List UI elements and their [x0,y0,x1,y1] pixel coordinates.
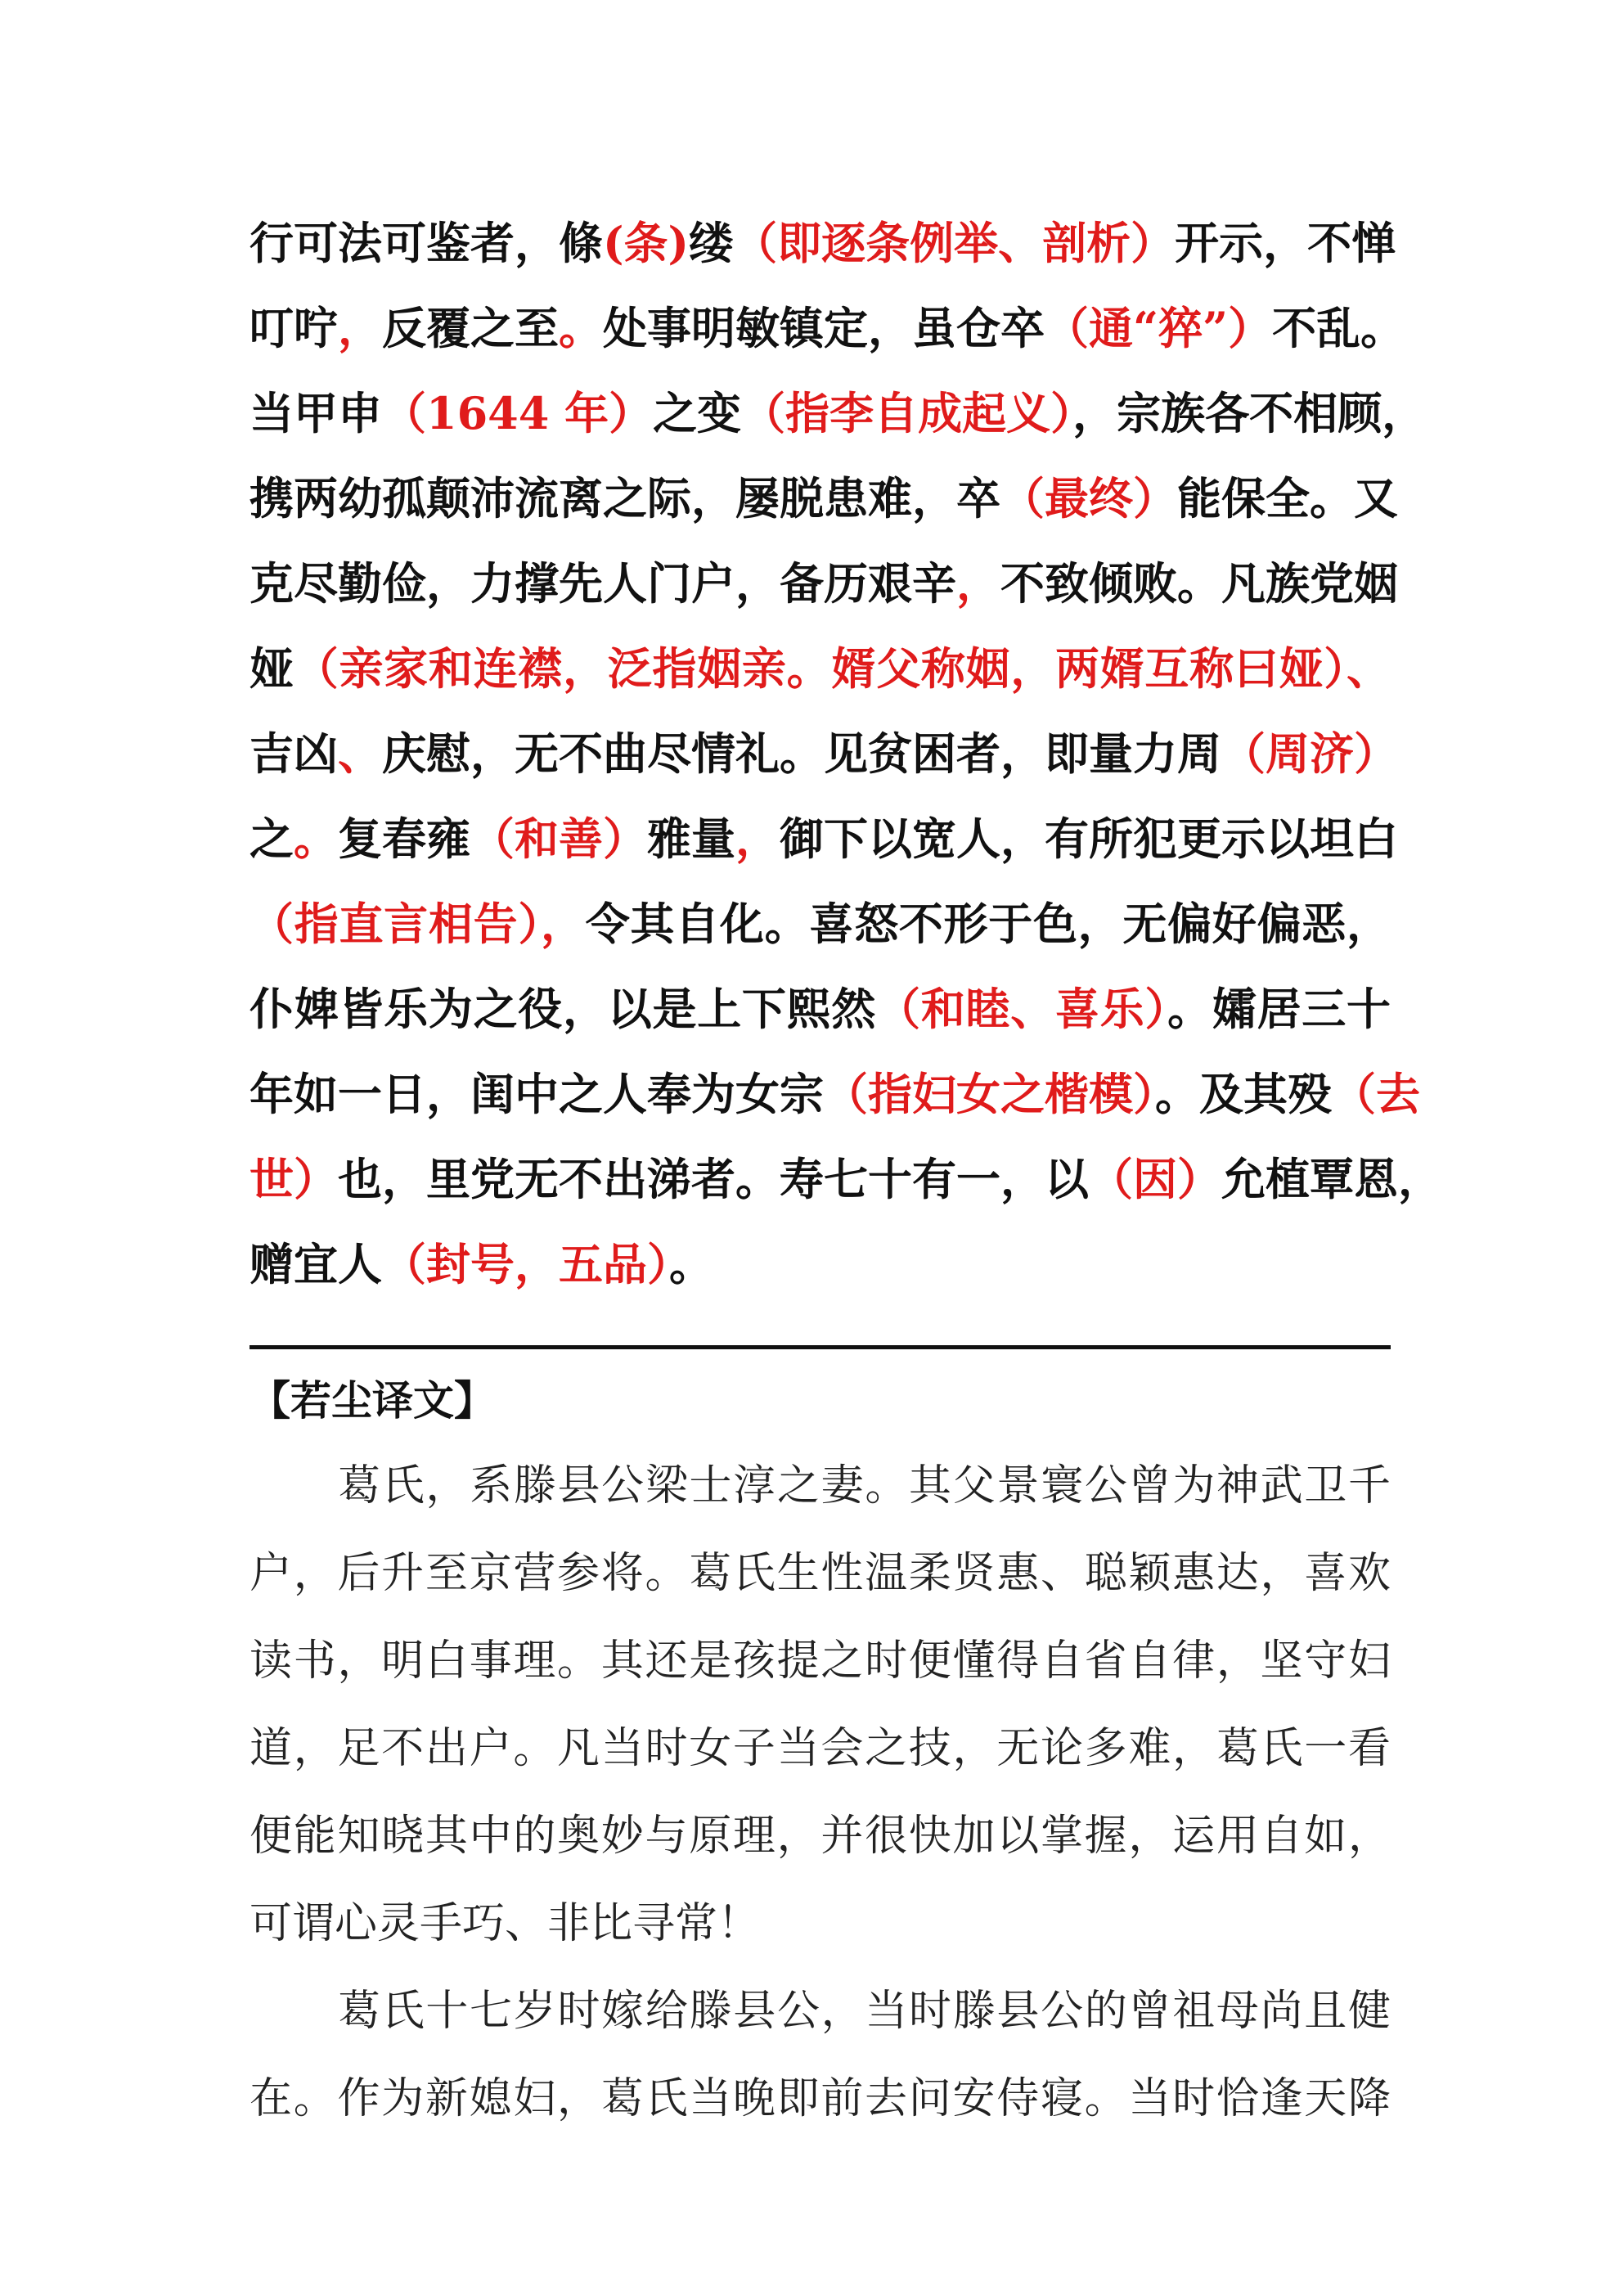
original-text: 之 [250,813,294,865]
original-text: 缕 [689,217,734,269]
annotation-note: （最终） [1000,472,1177,524]
annotation-note: ， [735,813,780,865]
original-text: 。及其殁 [1155,1068,1332,1120]
translation-line: 户，后升至京营参将。葛氏生性温柔贤惠、聪颖惠达，喜欢 [250,1549,1391,1598]
annotation-note: （亲家和连襟，泛指姻亲。婿父称姻，两婿互称曰娅）、 [294,642,1391,695]
annotation-note: 世） [250,1153,338,1205]
original-text: 雅量 [647,813,735,865]
translation-line: 读书，明白事理。其还是孩提之时便懂得自省自律，坚守妇 [250,1636,1391,1686]
annotation-note: 。 [559,302,603,354]
translation-line: 葛氏，系滕县公梁士淳之妻。其父景寰公曾为神武卫千 [338,1461,1391,1510]
original-text: 复春雍 [338,813,470,865]
section-title: 【若尘译文】 [250,1376,495,1425]
original-text: 之变 [653,387,742,439]
annotation-note: 、 [338,727,382,780]
original-text: 叮咛 [250,302,338,354]
section-divider [250,1345,1391,1349]
annotated-line [250,200,1396,286]
annotated-line [250,796,1398,881]
annotated-line [250,1222,1391,1307]
annotated-line [250,286,1405,371]
original-text: 携两幼孤颠沛流离之际，屡脱患难，卒 [250,472,1000,524]
annotated-line [250,626,1391,711]
translation-line: 葛氏十七岁时嫁给滕县公，当时滕县公的曾祖母尚且健 [338,1987,1391,2036]
original-text: 庆慰，无不曲尽情礼。见贫困者，即量力周 [382,727,1221,780]
original-text: 娅 [250,642,294,695]
original-text: 赠宜人 [250,1238,382,1290]
original-text: 也，里党无不出涕者。寿七十有一，以 [338,1153,1089,1205]
annotation-note: （指李自成起义） [741,387,1073,439]
annotation-note: （通“猝”） [1045,302,1273,354]
original-text: 行可法可鉴者，條 [250,217,603,269]
annotation-note: 。 [294,813,338,865]
annotated-line [250,541,1398,626]
annotation-note: （和善） [470,813,647,865]
translation-line: 在。作为新媳妇，葛氏当晚即前去问安侍寝。当时恰逢天降 [250,2074,1391,2123]
original-text: 能保全。又 [1177,472,1398,524]
translation-text [250,1443,1391,2143]
translation-line: 道，足不出户。凡当时女子当会之技，无论多难，葛氏一看 [250,1724,1391,1773]
annotated-line [250,456,1398,541]
annotation-note: （和睦、喜乐） [876,983,1168,1035]
original-text: 不乱。 [1272,302,1405,354]
annotated-line [250,371,1427,456]
original-text: 当甲申 [250,387,382,439]
original-text: 反覆之至 [382,302,559,354]
original-text: 克尽勤俭，力撑先人门户，备历艰辛 [250,557,956,610]
original-text: 处事明敏镇定，虽仓卒 [603,302,1045,354]
annotation-note: （指直言相告）， [250,898,586,950]
original-text: 令其自化。喜怒不形于色，无偏好偏恶， [585,898,1391,950]
annotated-classical-text [250,200,1442,1307]
annotation-note: ， [338,302,382,354]
annotation-note: （封号，五品） [382,1238,669,1290]
translation-line: 可谓心灵手巧、非比寻常！ [250,1899,761,1948]
original-text: ，宗族各不相顾， [1072,387,1427,439]
annotated-line [250,881,1391,966]
annotation-note: （周济） [1221,727,1398,780]
annotation-note: （指妇女之楷模） [824,1068,1155,1120]
annotation-note: (条) [603,217,690,269]
annotation-note: （去 [1332,1068,1420,1120]
annotation-note: （因） [1089,1153,1221,1205]
annotated-line [250,1137,1442,1222]
original-text: 吉凶 [250,727,338,780]
annotation-note: （即逐条例举、剖析） [733,217,1176,269]
original-text: 开示，不惮 [1175,217,1396,269]
annotation-note: ， [956,557,1000,610]
original-text: 仆婢皆乐为之役，以是上下熙然 [250,983,877,1035]
original-text: 年如一日，闺中之人奉为女宗 [250,1068,824,1120]
original-text: 不致倾败。凡族党姻 [1000,557,1398,610]
original-text: 。孀居三十 [1167,983,1391,1035]
original-text: 。 [669,1238,713,1290]
original-text: 允植覃恩， [1221,1153,1442,1205]
annotated-line [250,711,1398,796]
original-text: 御下以宽人，有所犯更示以坦白 [780,813,1398,865]
annotated-line [250,966,1391,1051]
translation-line: 便能知晓其中的奥妙与原理，并很快加以掌握，运用自如， [250,1812,1391,1861]
annotation-note: （1644 年） [382,387,654,439]
annotated-line [250,1051,1420,1137]
